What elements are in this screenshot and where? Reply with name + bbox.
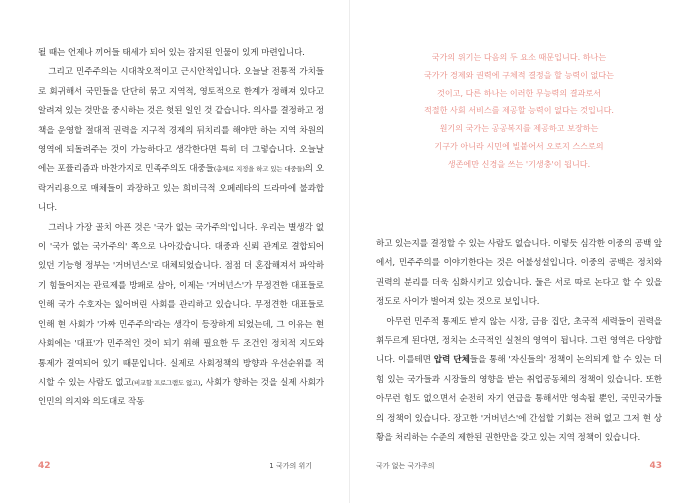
text-run: 의 오락거리용으로 매체들이 과장하고 있는 희비극적 오페레타의 드라마에 불과합니다.: [38, 164, 324, 214]
right-body-text: [376, 235, 662, 448]
paragraph: [376, 235, 662, 313]
text-run: 하고 있는지를 결정할 수 있는 사람도 없습니다. 이렇듯 심각한 이중의 공백 앞에서, 민주주의를 이야기한다는 것은 어불성설입니다. 이중의 공백은 정치와 권력의 분리를 더욱 심화시키고 있습니다. 둘은 서로 따로 논다고 할 수 있을 정도로 사이가 벌어져 있는 것으로 보입니다.: [376, 239, 662, 308]
page-number: 42: [38, 461, 51, 471]
paragraph: [38, 63, 324, 218]
pull-quote-line: 기구가 아니라 시민에 빌붙어서 오로지 스스로의: [434, 140, 604, 151]
inline-aside: (비교할 프로그램도 없고): [131, 378, 201, 387]
paragraph: [38, 219, 324, 413]
right-footer: [376, 461, 662, 471]
right-page: [350, 0, 700, 503]
left-footer: [38, 461, 312, 471]
paragraph: [376, 313, 662, 449]
text-run: 그리고 민주주의는 시대착오적이고 근시안적입니다. 오늘날 전통적 가치들로 회귀해서 국민들을 단단히 묶고 지역적, 영토적으로 한계가 정해져 있다고 알려져 있는 것만을 중시하는 것은 헛된 일인 것 같습니다. 의사를 결정하고 정책을 운영할 절대적 권력을 지구적 경제의 뒤치리를 해야만 하는 지역 차원의 영역에 되돌려주는 것이 가능하다고 생각한다면 특히 더 그렇습니다. 오늘날에는 포퓰리즘과 바찬가지로 민족주의도 대중들: [38, 67, 324, 175]
pull-quote: [388, 49, 650, 233]
page-number: 43: [649, 461, 662, 471]
text-run: 들을 통해 '자신들의' 정책이 논의되게 할 수 있는 더 힘 있는 국가들과 시장들의 영향을 받는 취업공동체의 정책이 있습니다. 또한 아무런 힘도 없으면서 순전히 자기 연급을 통해서만 영속될 뿐인, 국민국가들의 정책이 있습니다. 장고한 '거버넌스'에 간섭할 기회는 전혀 없고 그저 현 상황을 처리하는 수준의 제한된 권한만을 갖고 있는 지역 정책이 있습니다.: [376, 355, 662, 444]
pull-quote-line: 국가가 경제와 권력에 구체적 결정을 할 능력이 없다는: [423, 69, 615, 80]
running-header-section: 1 국가의 위기: [269, 462, 312, 470]
text-run: 그러나 가장 골치 아픈 것은 '국가 없는 국가주의'입니다. 우리는 별생각 없이 '국가 없는 국가주의' 쪽으로 나아갔습니다. 대중과 신뢰 관계로 결합되어 있던 기능형 정부는 '거버넌스'로 대체되었습니다. 점점 더 혼잡해져서 파악하기 힘들어지는 관료제를 방패로 삼아, 이제는 '거버넌스'가 무정견한 대표들로 인해 국가 수호자는 잃어버린 사회를 관리하고 있습니다. 무정견한 대표들로 인해 현 사회가 '가짜 민주주의'라는 생각이 등장하게 되었는데, 그 이유는 현 사회에는 '대표'가 민주적인 것이 되기 위해 필요한 두 조건인 정치적 지도와 통제가 결여되어 있기 때문입니다. 실제로 사회정책의 방향과 우선순위를 적시할 수 있는 사람도 없고: [38, 222, 324, 388]
bold-term: 압력 단체: [433, 355, 470, 366]
text-run: 아무런 민주적 통제도 받지 않는 시장, 금융 집단, 초국적 세력들이 권력을 휘두르게 된다면, 정치는 소극적인 실천의 영역이 됩니다. 그런 영역은 다양합니다. 이를테면: [376, 316, 662, 366]
paragraph: [38, 44, 324, 63]
pull-quote-line: 것이고, 다른 하나는 이러한 무능력의 결과로서: [437, 87, 601, 98]
text-run: , 사회가 향하는 것을 실제 사회가 인민의 의지와 의도대로 작동: [38, 377, 324, 408]
pull-quote-line: 원기의 국가는 공공복지를 제공하고 보장하는: [439, 123, 599, 134]
pull-quote-line: 국가의 위기는 다음의 두 요소 때문입니다. 하나는: [431, 52, 607, 62]
pull-quote-line: 적절한 사회 서비스를 제공할 능력이 없다는 것입니다.: [423, 105, 615, 116]
text-run: 될 때는 언제나 끼어들 태세가 되어 있는 잠지된 인물이 있게 마련입니다.: [38, 48, 305, 58]
running-header-book-title: 국가 없는 국가주의: [376, 462, 435, 470]
left-body-text: [38, 44, 324, 413]
inline-aside: (총체로 지정을 하고 있는 대중들): [213, 165, 305, 174]
pull-quote-line: 생존에만 신경을 쓰는 '기생충'이 됩니다.: [447, 158, 591, 169]
